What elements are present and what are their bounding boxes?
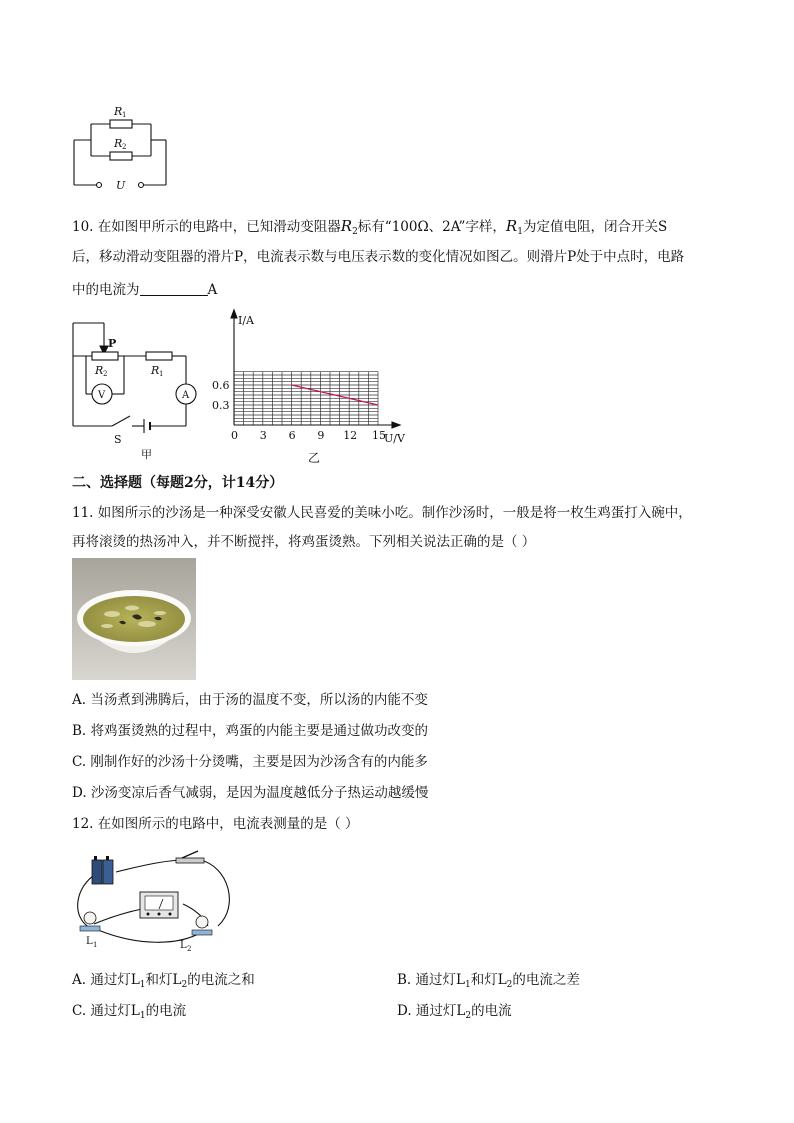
rheostat-circuit-diagram	[68, 318, 208, 463]
l2-label: L	[180, 940, 187, 951]
x-tick-label: 9	[317, 429, 325, 442]
soup-photo	[72, 558, 196, 680]
y-tick-label: 0.3	[212, 399, 230, 412]
switch-icon	[176, 851, 204, 863]
u-label: U	[116, 179, 126, 192]
fig-r2-label: R	[95, 364, 104, 377]
x-tick-label: 15	[372, 429, 386, 442]
q12-option-c[interactable]: C. 通过灯$L_1$的电流	[72, 1003, 187, 1021]
fig-r1-label: R	[151, 364, 160, 377]
y-tick-label: 0.6	[212, 379, 230, 392]
q12-option-d[interactable]: D. 通过灯$L_2$的电流	[397, 1003, 512, 1021]
q11-option-b[interactable]: B. 将鸡蛋烫熟的过程中，鸡蛋的内能主要是通过做功改变的	[72, 723, 429, 739]
r1-label: R	[114, 105, 123, 118]
x-tick-label: 3	[259, 429, 267, 442]
q12-option-a[interactable]: A. 通过灯$L_1$和灯$L_2$的电流之和	[72, 972, 255, 990]
physical-circuit-diagram	[68, 846, 243, 956]
r2-label: R	[114, 137, 123, 150]
battery-icon	[92, 856, 113, 884]
voltmeter-symbol: V	[98, 390, 106, 401]
ammeter-symbol: A	[182, 390, 190, 401]
ammeter-icon	[140, 892, 178, 918]
q11-line2: 再将滚烫的热汤冲入，并不断搅拌，将鸡蛋烫熟。下列相关说法正确的是（ ）	[72, 534, 536, 550]
fig-r2-sub: 2	[103, 370, 108, 378]
q11-option-a[interactable]: A. 当汤煮到沸腾后，由于汤的温度不变，所以汤的内能不变	[72, 692, 428, 708]
section-heading: 二、选择题（每题2分，计14分）	[72, 475, 284, 491]
q10-line2: 后，移动滑动变阻器的滑片P，电流表示数与电压表示数的变化情况如图乙。则滑片P处于中点时，电路	[72, 249, 685, 265]
x-axis-label: U/V	[384, 432, 405, 445]
iu-chart	[206, 306, 416, 466]
l2-sub: 2	[187, 945, 192, 953]
figure-a-caption: 甲	[141, 448, 152, 461]
q10-line3: 中的电流为 A	[72, 282, 218, 298]
figure-b-caption: 乙	[308, 451, 321, 465]
l1-label: L	[86, 936, 93, 947]
q11-option-d[interactable]: D. 沙汤变凉后香气减弱，是因为温度越低分子热运动越缓慢	[72, 785, 429, 801]
x-tick-label: 0	[231, 429, 238, 442]
y-axis-label: I/A	[238, 314, 254, 327]
switch-s-label: S	[114, 433, 122, 446]
l1-sub: 1	[93, 941, 98, 949]
q11-line1: 11. 如图所示的沙汤是一种深受安徽人民喜爱的美味小吃。制作沙汤时，一般是将一枚生鸡蛋打入碗中，	[72, 505, 692, 521]
q12-line1: 12. 在如图所示的电路中，电流表测量的是（ ）	[72, 816, 359, 832]
q12-option-b[interactable]: B. 通过灯$L_1$和灯$L_2$的电流之差	[397, 972, 580, 990]
q10-line1: 10. 在如图甲所示的电路中，已知滑动变阻器$R_2$标有“100Ω、2A”字样，$R_1$为定值电阻，闭合开关S	[72, 217, 668, 237]
q11-option-c[interactable]: C. 刚制作好的沙汤十分烫嘴，主要是因为沙汤含有的内能多	[72, 754, 428, 770]
answer-blank[interactable]	[140, 281, 208, 296]
bulb-l2-icon	[192, 916, 212, 935]
parallel-circuit-diagram	[66, 100, 176, 195]
x-tick-label: 6	[288, 429, 296, 442]
fig-r1-sub: 1	[159, 370, 164, 378]
r2-sub: 2	[122, 143, 127, 151]
slider-p-label: P	[108, 337, 117, 350]
r1-sub: 1	[122, 111, 127, 119]
x-tick-label: 12	[343, 429, 358, 442]
